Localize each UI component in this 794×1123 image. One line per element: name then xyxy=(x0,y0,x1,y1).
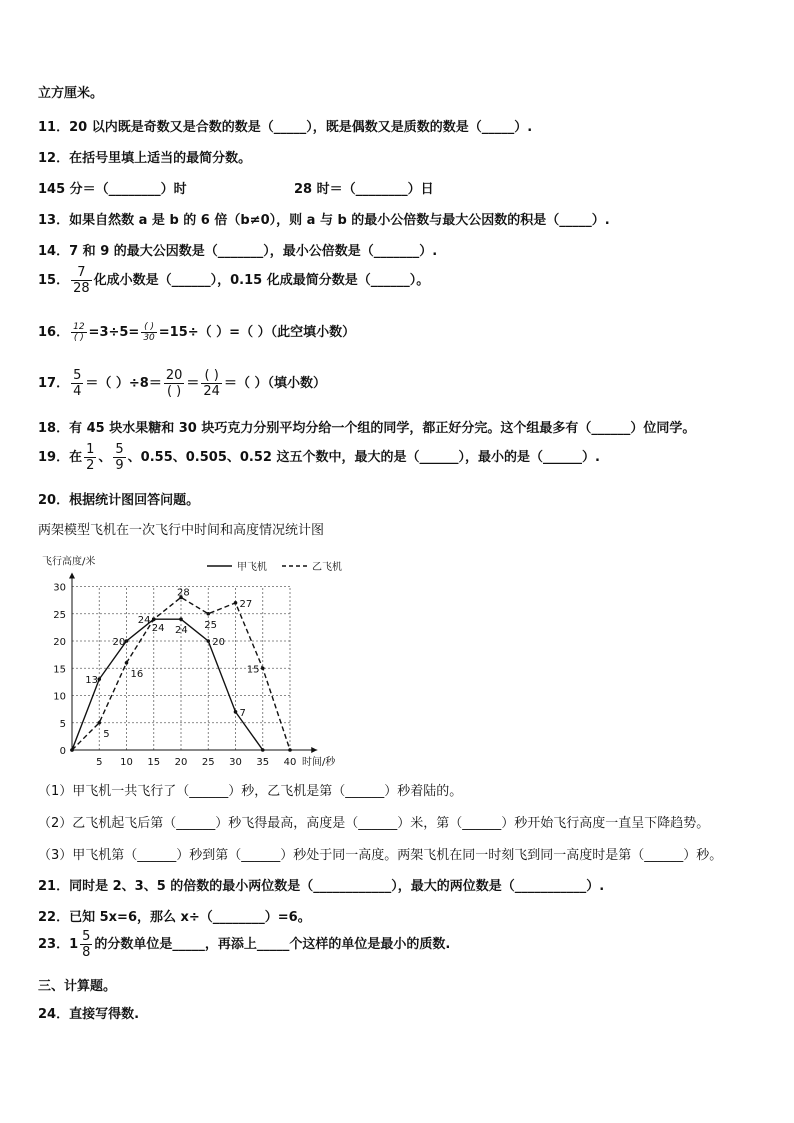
data-label: 7 xyxy=(239,707,246,719)
text-line: 立方厘米。 xyxy=(38,86,104,101)
x-tick-label: 40 xyxy=(283,757,297,768)
fraction: $\frac{5}{4}$ xyxy=(73,368,82,399)
x-tick-label: 15 xyxy=(147,757,161,768)
data-point xyxy=(234,710,238,714)
data-point xyxy=(261,666,265,670)
y-tick-label: 5 xyxy=(59,718,66,730)
data-point xyxy=(206,612,210,616)
question-17: 17． $\frac{5}{4}$ ＝（ ）÷8＝ $\frac{20}{( )}$ ＝ $\frac{( )}{24}$ ＝（ ）（填小数） xyxy=(38,368,326,399)
fraction: $\frac{5}{9}$ xyxy=(115,442,124,473)
question-12-a: 145 分＝（________）时 xyxy=(38,182,187,197)
y-axis-arrow xyxy=(69,573,75,579)
question-15 xyxy=(38,265,429,296)
data-point xyxy=(97,677,101,681)
fraction: $\frac{( )}{30}$ xyxy=(143,322,155,343)
question-13: 13．如果自然数 a 是 b 的 6 倍（b≠0），则 a 与 b 的最小公倍数与最大公因数的积是（_____）. xyxy=(38,213,610,228)
x-tick-label: 10 xyxy=(120,757,133,768)
fraction: $\frac{12}{( )}$ xyxy=(73,322,85,343)
question-24: 24．直接写得数. xyxy=(38,1007,140,1022)
data-label: 16 xyxy=(130,668,144,680)
section-3-title: 三、计算题。 xyxy=(38,979,117,994)
data-point xyxy=(179,617,183,621)
mixed-number: 1 $\frac{5}{8}$ xyxy=(69,929,91,960)
data-point xyxy=(261,748,265,752)
legend-label: 乙飞机 xyxy=(312,562,342,573)
data-point xyxy=(125,661,129,665)
data-point xyxy=(234,601,238,605)
question-12: 12．在括号里填上适当的最简分数。 xyxy=(38,151,252,166)
data-label: 27 xyxy=(239,598,253,610)
data-point xyxy=(206,639,210,643)
data-label: 24 xyxy=(175,625,188,637)
question-21: 21．同时是 2、3、5 的倍数的最小两位数是（____________），最大的两位数是（___________）. xyxy=(38,879,605,894)
x-tick-label: 35 xyxy=(256,757,270,768)
series-line xyxy=(72,619,263,750)
question-23: 23． 1 $\frac{5}{8}$ 的分数单位是_____，再添上_____个这样的单位是最小的质数. xyxy=(38,929,451,960)
y-tick-label: 15 xyxy=(53,664,66,676)
question-20-2: （2）乙飞机起飞后第（______）秒飞得最高，高度是（______）米，第（______）秒开始飞行高度一直呈下降趋势。 xyxy=(38,816,710,831)
data-label: 24 xyxy=(137,615,151,627)
data-label: 24 xyxy=(151,623,165,635)
data-point xyxy=(288,748,292,752)
x-tick-label: 30 xyxy=(229,757,242,768)
data-label: 20 xyxy=(112,637,126,648)
data-point xyxy=(125,639,129,643)
question-20-1: （1）甲飞机一共飞行了（______）秒，乙飞机是第（______）秒着陆的。 xyxy=(38,784,463,799)
fraction: $\frac{20}{( )}$ xyxy=(165,368,183,399)
legend-label: 甲飞机 xyxy=(237,562,267,573)
data-point xyxy=(70,748,74,752)
question-20: 20．根据统计图回答问题。 xyxy=(38,493,200,508)
question-12-b: 28 时＝（________）日 xyxy=(294,182,434,197)
question-22: 22．已知 5x=6，那么 x÷（________）=6。 xyxy=(38,910,311,925)
data-label: 25 xyxy=(204,619,217,631)
line-chart xyxy=(32,543,362,773)
question-16: 16． $\frac{12}{( )}$ =3÷5= $\frac{( )}{30}$ =15÷（ ）=（ ）（此空填小数） xyxy=(38,322,356,343)
data-label: 20 xyxy=(212,637,225,648)
question-19: 19．在 $\frac{1}{2}$ 、 $\frac{5}{9}$ 、0.55、0.505、0.52 这五个数中，最大的是（______），最小的是（______）. xyxy=(38,442,600,473)
y-tick-label: 20 xyxy=(53,637,66,648)
y-tick-label: 0 xyxy=(59,746,66,757)
question-18: 18．有 45 块水果糖和 30 块巧克力分别平均分给一个组的同学，都正好分完。这个组最多有（______）位同学。 xyxy=(38,421,696,436)
question-14: 14．7 和 9 的最大公因数是（_______），最小公倍数是（_______）. xyxy=(38,244,438,259)
y-tick-label: 25 xyxy=(53,609,66,621)
q15-number: 15． xyxy=(38,273,70,288)
data-label: 28 xyxy=(177,587,190,599)
x-tick-label: 25 xyxy=(201,757,215,768)
fraction: $\frac{1}{2}$ xyxy=(86,442,95,473)
q15-text: 化成小数是（______），0.15 化成最简分数是（______）。 xyxy=(93,273,430,288)
question-20-3: （3）甲飞机第（______）秒到第（______）秒处于同一高度。两架飞机在同一时刻飞到同一高度时是第（______）秒。 xyxy=(38,848,723,863)
data-label: 13 xyxy=(85,675,98,687)
x-axis-title: 时间/秒 xyxy=(302,757,336,768)
y-tick-label: 30 xyxy=(53,582,66,594)
fraction: $\frac{( )}{24}$ xyxy=(203,368,220,399)
y-axis-title: 飞行高度/米 xyxy=(42,556,96,568)
question-11: 11．20 以内既是奇数又是合数的数是（_____），既是偶数又是质数的数是（_____）. xyxy=(38,120,533,135)
chart-title: 两架模型飞机在一次飞行中时间和高度情况统计图 xyxy=(38,523,325,538)
x-tick-label: 20 xyxy=(174,757,188,768)
data-point xyxy=(97,721,101,725)
y-tick-label: 10 xyxy=(53,691,66,703)
fraction: $\frac{7}{28}$ xyxy=(73,265,90,296)
data-label: 15 xyxy=(246,664,260,676)
data-point xyxy=(152,617,156,621)
data-label: 5 xyxy=(103,728,110,740)
x-tick-label: 5 xyxy=(96,757,103,768)
x-axis-arrow xyxy=(311,747,317,753)
